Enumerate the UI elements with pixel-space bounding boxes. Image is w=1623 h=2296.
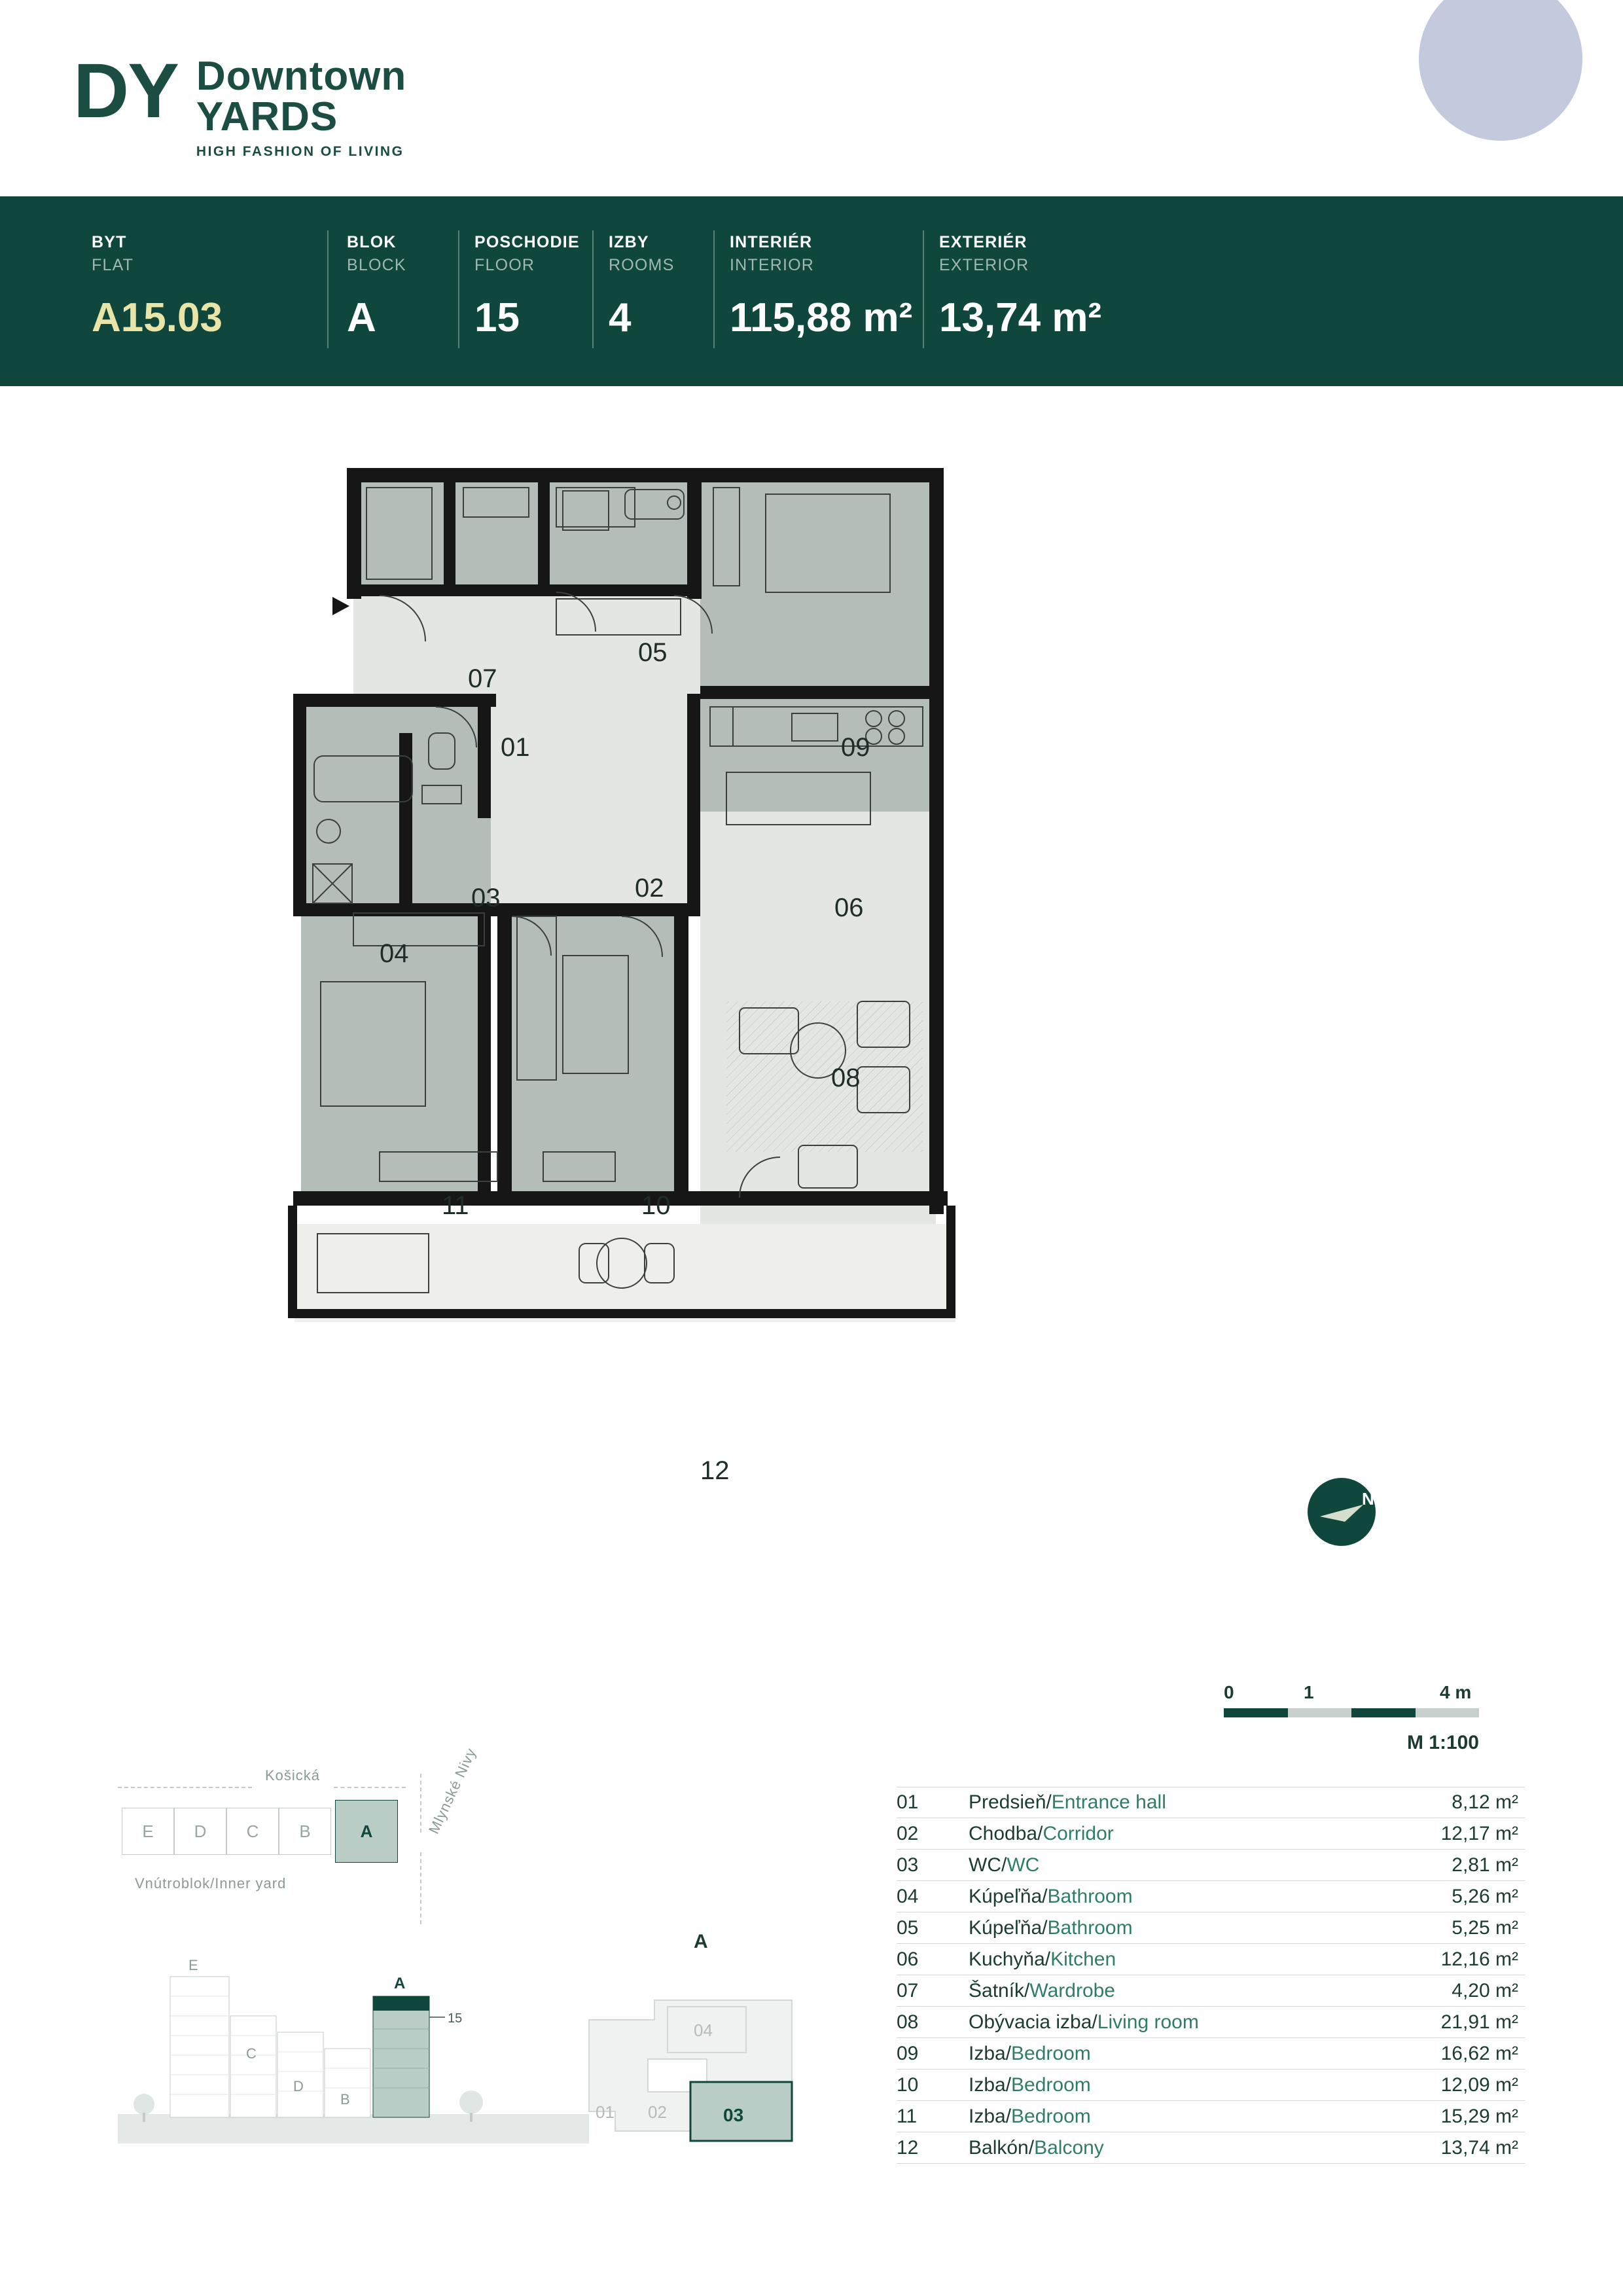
legend-number: 07 [897,1979,919,2001]
dashed-line [420,1852,421,1924]
decorative-circle [1419,0,1582,141]
legend-name [969,1948,1387,1971]
legend-area: 12,17 m² [1440,1822,1518,1844]
room-number-05: 05 [638,638,668,667]
legend-name [969,2011,1387,2034]
legend-name-en: Wardrobe [1029,1979,1115,2001]
legend-name [969,1917,1387,1939]
svg-text:C: C [246,2045,257,2062]
divider [458,230,459,348]
sitemap-block-c[interactable]: C [226,1808,279,1855]
legend-row [897,2101,1525,2132]
legend-name-en: Kitchen [1050,1948,1116,1970]
legend-name-sk: Chodba/ [969,1822,1043,1844]
legend-area: 8,12 m² [1452,1791,1518,1813]
legend-area: 4,20 m² [1452,1979,1518,2001]
scale-tick-1: 1 [1304,1682,1314,1702]
legend-name-en: Balcony [1034,2136,1104,2159]
legend-row [897,1881,1525,1912]
divider [327,230,329,348]
legend-number: 11 [897,2105,918,2127]
sitemap-block-b[interactable]: B [279,1808,331,1855]
legend-number: 01 [897,1791,919,1813]
scale-tick-4: 4 m [1440,1682,1472,1702]
room-number-02: 02 [635,874,664,903]
legend-row [897,1944,1525,1975]
legend-name-en: Entrance hall [1051,1791,1166,1813]
info-field-interior [730,233,912,341]
logo-line-2: YARDS [196,94,338,139]
legend-number: 12 [897,2136,919,2159]
brand-logo [73,48,407,160]
room-number-01: 01 [501,733,530,762]
legend-name-en: Bedroom [1011,2073,1091,2096]
floor-key-unit-02: 02 [648,2102,667,2122]
legend-name-sk: Predsieň/ [969,1791,1052,1813]
legend-name [969,2043,1387,2065]
info-label-en: INTERIOR [730,256,815,274]
legend-area: 2,81 m² [1452,1854,1518,1876]
svg-text:B: B [340,2091,350,2108]
legend-area: 5,25 m² [1452,1916,1518,1939]
info-label-sk: BYT [92,233,127,251]
inner-yard-label: Vnútroblok/Inner yard [135,1875,287,1892]
north-arrow [1306,1476,1378,1548]
legend-name [969,1823,1387,1845]
legend-row [897,1850,1525,1881]
info-field-floor [474,233,580,341]
legend-name [969,2074,1387,2096]
legend-number: 10 [897,2073,919,2096]
info-value-floor: 15 [474,295,520,340]
info-label-en: FLAT [92,256,134,274]
legend-name-sk: Izba/ [969,2105,1012,2127]
floorplan-drawing [281,458,1394,1571]
floorplan [281,458,1394,1571]
legend-number: 02 [897,1822,919,1844]
scale-tick-0: 0 [1224,1682,1234,1702]
info-value-interior: 115,88 m² [730,295,913,340]
legend-name-sk: Obývacia izba/ [969,2011,1097,2033]
info-field-rooms [609,233,674,341]
info-label-en: BLOCK [347,256,406,274]
info-label-sk: EXTERIÉR [939,233,1027,251]
svg-text:A: A [394,1975,406,1992]
legend-row [897,2007,1525,2038]
info-value-rooms: 4 [609,295,632,340]
legend-name-sk: Izba/ [969,2073,1012,2096]
legend-row [897,1818,1525,1850]
dashed-line [118,1787,252,1788]
floor-key-diagram [576,1961,851,2157]
street-label-kosicka: Košická [265,1767,321,1784]
legend-name [969,1791,1387,1814]
sitemap-block-a[interactable]: A [335,1800,398,1863]
legend-number: 06 [897,1948,919,1970]
sitemap-block-d[interactable]: D [174,1808,226,1855]
legend-area: 15,29 m² [1440,2105,1518,2127]
legend-name-en: Bathroom [1047,1916,1133,1939]
info-label-en: FLOOR [474,256,535,274]
info-label-en: EXTERIOR [939,256,1029,274]
legend-number: 09 [897,2042,919,2064]
legend-area: 21,91 m² [1440,2011,1518,2033]
legend-name-sk: Kúpeľňa/ [969,1885,1048,1907]
info-label-sk: BLOK [347,233,397,251]
legend-name-sk: Šatník/ [969,1979,1030,2001]
legend-name [969,1886,1387,1908]
logo-tagline: HIGH FASHION OF LIVING [196,144,404,159]
room-number-06: 06 [834,893,864,922]
info-field-block [347,233,406,341]
room-number-10: 10 [641,1191,671,1220]
logo-line-1: Downtown [196,54,407,99]
floor-key-unit-04: 04 [694,2020,713,2040]
legend-number: 04 [897,1885,919,1907]
scale-ratio: M 1:100 [1406,1732,1479,1753]
room-number-07: 07 [468,664,497,693]
info-value-flat: A15.03 [92,295,223,340]
legend-name-en: Bedroom [1011,2042,1091,2064]
header [0,0,1623,196]
legend-number: 08 [897,2011,919,2033]
info-label-en: ROOMS [609,256,675,274]
info-field-exterior [939,233,1101,341]
room-number-08: 08 [831,1064,861,1092]
building-elevation [118,1918,589,2160]
floor-key [576,1931,851,2153]
logo-monogram: DY [73,48,178,134]
legend-area: 13,74 m² [1440,2136,1518,2159]
legend-name-sk: Kuchyňa/ [969,1948,1051,1970]
dashed-line [334,1787,406,1788]
room-legend-table [897,1787,1525,2164]
legend-name-en: Bathroom [1047,1885,1133,1907]
legend-name-en: WC [1007,1854,1040,1876]
legend-name [969,2106,1387,2128]
entrance-arrow [332,597,349,615]
legend-name [969,2137,1387,2159]
site-map [118,1745,589,2160]
room-number-11: 11 [442,1191,469,1220]
info-value-block: A [347,295,376,340]
legend-row [897,1975,1525,2007]
legend-name-sk: Kúpeľňa/ [969,1916,1048,1939]
legend-name-en: Corridor [1043,1822,1114,1844]
info-label-sk: POSCHODIE [474,233,580,251]
room-number-12: 12 [700,1456,730,1485]
floor-key-unit-03-active: 03 [723,2105,744,2125]
legend-area: 16,62 m² [1440,2042,1518,2064]
room-number-04: 04 [380,939,409,968]
room-number-09: 09 [841,733,870,762]
dashed-line [420,1774,421,1833]
legend-row [897,2070,1525,2101]
legend-area: 12,16 m² [1440,1948,1518,1970]
legend-area: 12,09 m² [1440,2073,1518,2096]
legend-name-en: Living room [1097,2011,1199,2033]
info-field-flat [92,233,223,341]
divider [713,230,715,348]
flat-info-bar [0,196,1623,386]
scale-track [1224,1708,1479,1717]
svg-text:D: D [293,2078,304,2094]
svg-text:E: E [188,1957,198,1973]
scale-bar [1224,1682,1486,1754]
legend-name-sk: Izba/ [969,2042,1012,2064]
legend-row [897,1787,1525,1818]
legend-name-sk: WC/ [969,1854,1007,1876]
sitemap-block-e[interactable]: E [122,1808,174,1855]
info-label-sk: INTERIÉR [730,233,813,251]
info-label-sk: IZBY [609,233,649,251]
divider [923,230,924,348]
legend-name-en: Bedroom [1011,2105,1091,2127]
floor-key-unit-01: 01 [596,2102,615,2122]
floor-key-title: A [694,1931,708,1952]
legend-name-sk: Balkón/ [969,2136,1035,2159]
legend-row [897,2132,1525,2164]
legend-row [897,2038,1525,2070]
legend-row [897,1912,1525,1944]
street-label-mlynske-nivy: Mlynské Nivy [425,1745,480,1837]
legend-area: 5,26 m² [1452,1885,1518,1907]
svg-text:15: 15 [448,2011,463,2026]
legend-number: 05 [897,1916,919,1939]
divider [592,230,594,348]
legend-number: 03 [897,1854,919,1876]
svg-text:N: N [1362,1489,1374,1509]
room-number-03: 03 [471,884,501,912]
info-value-exterior: 13,74 m² [939,295,1102,340]
legend-name [969,1854,1387,1876]
legend-name [969,1980,1387,2002]
